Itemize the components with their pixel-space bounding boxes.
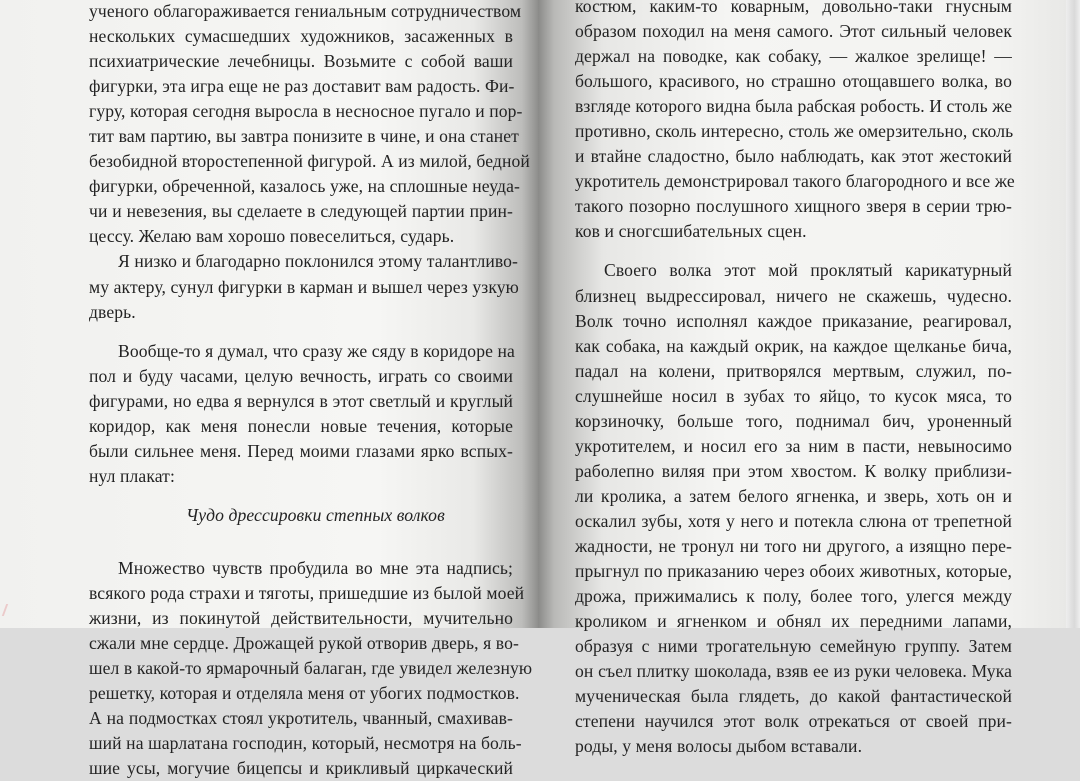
text-line: близнец выдрессировал, ничего не скажешь, чудесно. (575, 285, 1012, 306)
text-line: Вообще-то я думал, что сразу же сяду в коридоре на (118, 340, 515, 361)
text-line: были сильнее меня. Перед моими глазами ярко вспых- (89, 440, 513, 461)
text-line: шел в какой-то ярмарочный балаган, где увидел железную (89, 658, 533, 679)
text-line: психиатрические лечебницы. Возьмите с собой ваши (89, 51, 513, 72)
right-page-text (575, 0, 1015, 759)
text-line: сжали мне сердце. Дрожащей рукой отворив дверь, я во- (89, 633, 519, 654)
text-line: всякого рода страхи и тяготы, пришедшие из былой моей (89, 582, 525, 603)
text-line: падал на колени, притворялся мертвым, служил, по- (575, 360, 1012, 381)
text-line: держал на поводке, как собаку, — жалкое зрелище! — (575, 46, 1012, 67)
text-line: оскалил зубы, хотя у него и потекла слюна от трепетной (575, 510, 1012, 531)
text-line: ли кролика, а затем белого ягненка, и зверь, хоть он и (575, 485, 1012, 506)
text-line: жизни, из покинутой действительности, мучительно (89, 607, 513, 628)
poster-heading: Чудо дрессировки степных волков (186, 504, 445, 525)
text-line: Множество чувств пробудила во мне эта надпись; (118, 557, 513, 578)
text-line: ков и сногсшибательных сцен. (575, 221, 807, 242)
text-line: дверь. (89, 301, 136, 322)
text-line: большого, красивого, но страшно отощавшего волка, во (575, 71, 1012, 92)
text-line: фигурами, но едва я вернулся в этот светлый и круглый (89, 390, 513, 411)
text-line: безобидной второстепенной фигурой. А из милой, бедной (89, 151, 530, 172)
text-line: пол и буду часами, целую вечность, играть со своими (89, 365, 513, 386)
paragraph-gap (575, 244, 1012, 258)
text-line: взгляде которого видна была рабская робость. И столь же (575, 96, 1013, 117)
text-line: образом походил на меня самого. Этот сильный человек (575, 21, 1012, 42)
text-line: прыгнул по приказанию через обоих животных, которые, (575, 561, 1012, 582)
text-line: костюм, каким-то коварным, довольно-таки гнусным (575, 0, 1012, 16)
text-line: корзиночку, больше того, поднимал бич, уроненный (575, 410, 1012, 431)
text-line: жадности, не тронул ни того ни другого, а изящно пере- (575, 535, 1012, 556)
text-line: мученическая была глядеть, до какой фантастической (575, 686, 1012, 707)
text-line: степени научился этот волк отрекаться от своей при- (575, 711, 1012, 732)
text-line: А на подмостках стоял укротитель, чванный, смахивав- (89, 708, 513, 729)
text-line: Своего волка этот мой проклятый карикатурный (604, 260, 1012, 281)
text-line: укротителем, и носил его за ним в пасти, невыносимо (575, 435, 1012, 456)
text-line: дрожа, прижимались к полу, более того, улегся между (575, 586, 1012, 607)
text-line: роды, у меня волосы дыбом вставали. (575, 736, 863, 757)
text-line: Волк точно исполнял каждое приказание, реагировал, (575, 310, 1012, 331)
text-line: чи и невезения, вы сделаете в следующей партии прин- (89, 201, 513, 222)
text-line: раболепно виляя при этом хвостом. К волку приблизи- (575, 460, 1012, 481)
page-edge (1066, 0, 1080, 628)
left-page-text (89, 0, 533, 781)
text-line: как собака, на каждый окрик, на каждое щелканье бича, (575, 335, 1012, 356)
text-line: образуя с ними трогательную семейную группу. Затем (575, 636, 1012, 657)
text-line: нескольких сумасшедших художников, засаженных в (89, 26, 513, 47)
text-line: ший на шарлатана господин, который, несмотря на боль- (89, 733, 522, 754)
text-line: шие усы, могучие бицепсы и крикливый циркаческий (89, 758, 513, 779)
text-line: му актеру, сунул фигурки в карман и вышел через узкую (89, 276, 519, 297)
text-line: кроликом и ягненком и обнял их передними лапами, (575, 611, 1012, 632)
text-line: он съел плитку шоколада, взяв ее из руки человека. Мука (575, 661, 1012, 682)
text-line: нул плакат: (89, 465, 175, 486)
text-line: решетку, которая и отделяла меня от убогих подмостков. (89, 683, 520, 704)
text-line: и втайне сладостно, было наблюдать, как этот жестокий (575, 146, 1012, 167)
text-line: такого позорно послушного хищного зверя в серии трю- (575, 196, 1012, 217)
text-line: гуру, которая сегодня выросла в несносное пугало и пор- (89, 101, 523, 122)
text-line: Я низко и благодарно поклонился этому талантливо- (118, 251, 519, 272)
text-line: укротитель демонстрировал такого благородного и все же (575, 171, 1015, 192)
paragraph-gap (89, 325, 513, 339)
text-line: коридор, как меня понесли новые течения, которые (89, 415, 513, 436)
text-line: противно, сколь интересно, столь же омерзительно, сколь (575, 121, 1014, 142)
text-line: ученого облагораживается гениальным сотрудничеством (89, 1, 522, 21)
text-line: цессу. Желаю вам хорошо повеселиться, сударь. (89, 226, 455, 247)
text-line: фигурки, эта игра еще не раз доставит вам радость. Фи- (89, 76, 515, 97)
text-line: слушнейше носил в зубах то яйцо, то кусок мяса, то (575, 385, 1012, 406)
text-line: фигурки, обреченной, казалось уже, на сплошные неуда- (89, 176, 520, 197)
text-line: тит вам партию, вы завтра понизите в чине, и она станет (89, 126, 519, 147)
